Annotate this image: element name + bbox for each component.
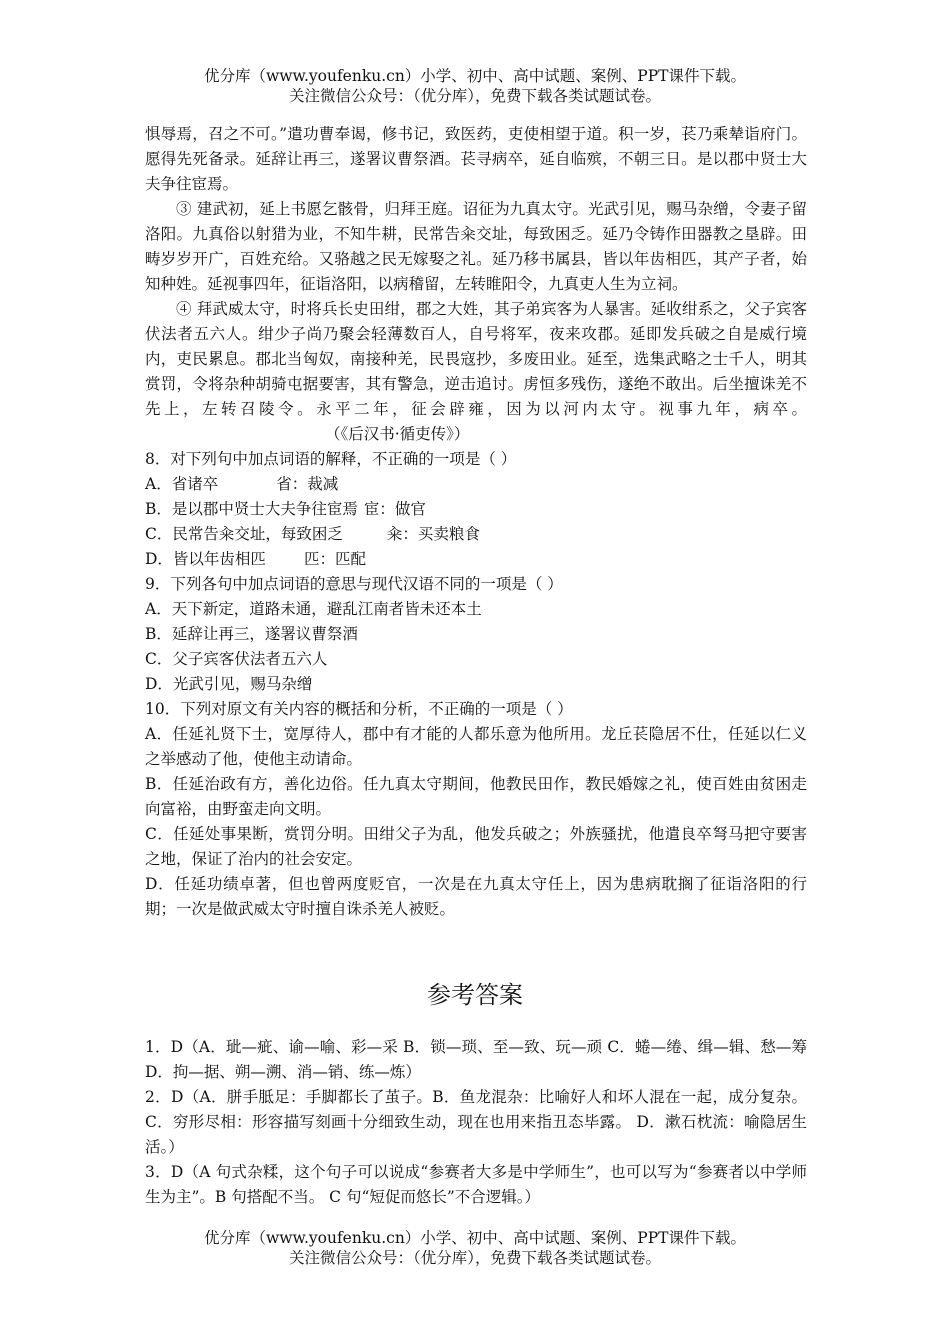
option-text: A．省诸卒 <box>145 475 219 493</box>
option-gloss: 宦：做官 <box>363 500 426 518</box>
passage-paragraph-3 <box>145 297 807 447</box>
option-text: D．皆以年齿相匹 <box>145 550 266 568</box>
footer-line-1: 优分库（www.youfenku.cn）小学、初中、高中试题、案例、PPT课件下载。 <box>203 1229 747 1247</box>
answers-section <box>145 1035 807 1210</box>
passage-citation: （《后汉书·循吏传》） <box>325 425 470 443</box>
question-8-option-c <box>145 522 807 547</box>
page-footer <box>0 1228 950 1268</box>
option-text: B．是以郡中贤士大夫争往宦焉 <box>145 500 358 518</box>
header-line-2: 关注微信公众号：（优分库），免费下载各类试题试卷。 <box>288 87 661 105</box>
option-gloss: 籴：买卖粮食 <box>386 525 480 543</box>
question-8-stem: 8．对下列句中加点词语的解释，不正确的一项是（ ） <box>145 450 517 468</box>
question-10-stem: 10．下列对原文有关内容的概括和分析，不正确的一项是（ ） <box>145 700 573 718</box>
footer-line-2: 关注微信公众号：（优分库），免费下载各类试题试卷。 <box>288 1249 661 1267</box>
page-header <box>0 66 950 106</box>
main-content <box>145 122 807 922</box>
header-line-1: 优分库（www.youfenku.cn）小学、初中、高中试题、案例、PPT课件下载。 <box>203 67 747 85</box>
question-10-option-c: C．任延处事果断，赏罚分明。田绀父子为乱，他发兵破之；外族骚扰，他遣良卒弩马把守要害之地，保证了治内的社会安定。 <box>145 825 807 868</box>
question-8-option-d <box>145 547 807 572</box>
option-gloss: 省：裁减 <box>276 475 339 493</box>
answer-3: 3．D（A 句式杂糅，这个句子可以说成“参赛者大多是中学师生”，也可以写为“参赛者以中学师生为主”。B 句搭配不当。 C 句“短促而悠长”不合逻辑。） <box>145 1163 807 1206</box>
answer-1: 1．D（A．玼—疵、谕—喻、彩—采 B．锁—琐、至—致、玩—顽 C．蜷—绻、缉—辑、愁—筹 D．拘—据、朔—溯、消—销、练—炼） <box>145 1038 807 1081</box>
question-9-option-b: B．延辞让再三，遂署议曹祭酒 <box>145 625 358 643</box>
option-text: C．民常告籴交址，每致困乏 <box>145 525 343 543</box>
question-10-option-a: A．任延礼贤下士，宽厚待人，郡中有才能的人都乐意为他所用。龙丘苌隐居不仕，任延以仁义之举感动了他，使他主动请命。 <box>145 725 807 768</box>
question-10-option-d: D．任延功绩卓著，但也曾两度贬官，一次是在九真太守任上，因为患病耽搁了征诣洛阳的行期；一次是做武威太守时擅自诛杀羌人被贬。 <box>145 875 807 918</box>
question-9-option-a: A．天下新定，道路未通，避乱江南者皆未还本土 <box>145 600 482 618</box>
question-9-option-c: C．父子宾客伏法者五六人 <box>145 650 328 668</box>
passage-paragraph-3-text: ④ 拜武威太守，时将兵长史田绀，郡之大姓，其子弟宾客为人暴害。延收绀系之，父子宾客伏法者五六人。绀少子尚乃聚会轻薄数百人，自号将军，夜来攻郡。延即发兵破之自是威行境内，吏民累息。郡北当匈奴，南接种羌，民畏寇抄，多废田业。延至，选集武略之士千人，明其赏罚，令将杂种胡骑屯据要害，其有警急，逆击追讨。虏恒多残伤，遂绝不敢出。后坐擅诛羌不先上，左转召陵令。永平二年，征会辟雍，因为以河内太守。视事九年，病卒。 <box>145 300 807 418</box>
question-8-option-b <box>145 497 807 522</box>
option-gloss: 匹：匹配 <box>303 550 366 568</box>
question-9-option-d: D．光武引见，赐马杂缯 <box>145 675 313 693</box>
question-9-stem: 9．下列各句中加点词语的意思与现代汉语不同的一项是（ ） <box>145 575 563 593</box>
question-10-option-b: B．任延治政有方，善化边俗。任九真太守期间，他教民田作，教民婚嫁之礼，使百姓由贫困走向富裕，由野蛮走向文明。 <box>145 775 807 818</box>
answers-title: 参考答案 <box>427 981 523 1009</box>
question-8-option-a <box>145 472 807 497</box>
passage-paragraph-1: 惧辱焉，召之不可。”遣功曹奉谒，修书记，致医药，吏使相望于道。积一岁，苌乃乘辇诣府门。愿得先死备录。延辞让再三，遂署议曹祭酒。苌寻病卒，延自临殡，不朝三日。是以郡中贤士大夫争往宦焉。 <box>145 125 807 193</box>
answer-2: 2．D（A．胼手胝足：手脚都长了茧子。B．鱼龙混杂：比喻好人和坏人混在一起，成分复杂。C．穷形尽相：形容描写刻画十分细致生动，现在也用来指丑态毕露。 D．漱石枕流：喻隐居生活。） <box>145 1088 807 1156</box>
passage-paragraph-2: ③ 建武初，延上书愿乞骸骨，归拜王庭。诏征为九真太守。光武引见，赐马杂缯，令妻子留洛阳。九真俗以射猎为业，不知牛耕，民常告籴交址，每致困乏。延乃令铸作田器教之垦辟。田畴岁岁开广，百姓充给。又骆越之民无嫁娶之礼。延乃移书属县，皆以年齿相匹，其产子者，始知种姓。延视事四年，征诣洛阳，以病稽留，左转睢阳令，九真吏人生为立祠。 <box>145 200 807 293</box>
